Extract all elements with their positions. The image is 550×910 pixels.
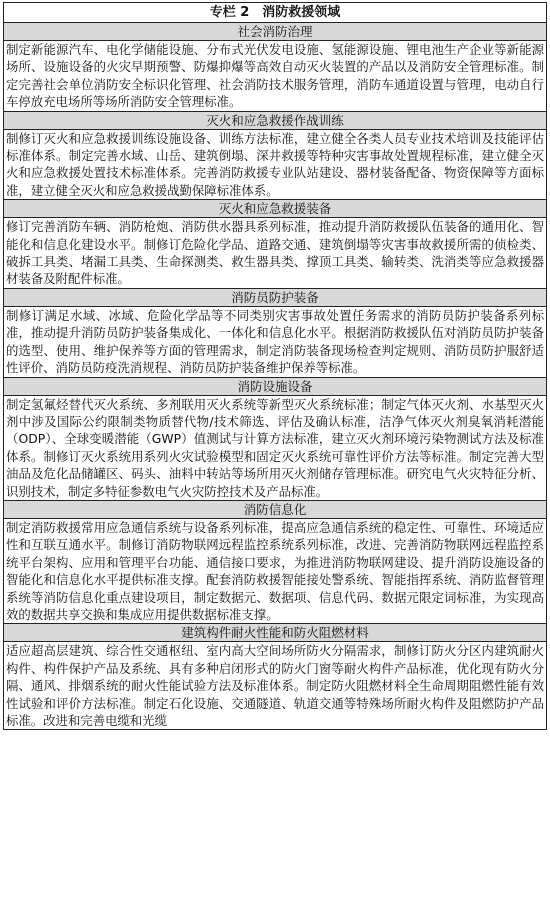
section-body-protective-equipment: 制修订满足水域、冰域、危险化学品等不同类别灾害事故处置任务需求的消防员防护装备系列标准，推动提升消防员防护装备集成化、一体化和信息化水平。根据消防救援队伍对消防员防护装备的选型、使用、维护保养等方面的管理需求，制定消防装备现场检查判定规则、消防员防护服舒适性评价、消防员防疫洗消规程、消防员防护装备维护保养等标准。 [4, 306, 547, 377]
section-body-row [4, 642, 547, 730]
section-body-row [4, 218, 547, 289]
section-heading-row [4, 624, 547, 642]
section-heading-combat-training: 灭火和应急救援作战训练 [4, 111, 547, 129]
section-heading-row [4, 200, 547, 218]
section-body-fire-resistance-materials: 适应超高层建筑、综合性交通枢纽、室内高大空间场所防火分隔需求，制修订防火分区内建筑耐火构件、构件保护产品及系统、具有多种启闭形式的防火门窗等耐火构件产品标准，优化现有防火分隔、通风、排烟系统的耐火性能试验方法及标准体系。制定防火阻燃材料全生命周期阻燃性能有效性试验和评价方法标准。制定石化设施、交通隧道、轨道交通等特殊场所耐火构件及阻燃防护产品标准。改进和完善电缆和光缆 [4, 642, 547, 730]
section-heading-row [4, 500, 547, 518]
section-heading-row [4, 377, 547, 395]
section-body-row [4, 306, 547, 377]
standards-column-table [3, 2, 547, 730]
section-body-rescue-equipment: 修订完善消防车辆、消防枪炮、消防供水器具系列标准，推动提升消防救援队伍装备的通用化、智能化和信息化建设水平。制修订危险化学品、道路交通、建筑倒塌等灾害事故救援所需的侦检类、破拆工具类、堵漏工具类、生命探测类、救生器具类、撑顶工具类、输转类、洗消类等应急救援器材装备及附配件标准。 [4, 218, 547, 289]
section-heading-protective-equipment: 消防员防护装备 [4, 288, 547, 306]
section-heading-row [4, 111, 547, 129]
section-body-row [4, 129, 547, 200]
section-body-combat-training: 制修订灭火和应急救援训练设施设备、训练方法标准，建立健全各类人员专业技术培训及技能评估标准体系。制定完善水域、山岳、建筑倒塌、深井救援等特种灾害事故处置规程标准，建立健全灭火和应急救援处置技术标准体系。完善消防救援专业队站建设、器材装备配备、物资保障等方面标准，建立健全灭火和应急救援战勤保障标准体系。 [4, 129, 547, 200]
section-body-fire-informatization: 制定消防救援常用应急通信系统与设备系列标准，提高应急通信系统的稳定性、可靠性、环境适应性和互联互通水平。制修订消防物联网远程监控系统系列标准，改进、完善消防物联网远程监控系统平台架构、应用和管理平台功能、通信接口要求，为推进消防物联网建设、提升消防设施设备的智能化和信息化水平提供标准支撑。配套消防救援智能接处警系统、智能指挥系统、消防监督管理系统等消防信息化重点建设项目，制定数据元、数据项、信息代码、数据元限定词标准，为实现高效的数据共享交换和集成应用提供数据标准支撑。 [4, 518, 547, 623]
section-body-row [4, 518, 547, 623]
title-row [4, 3, 547, 23]
section-body-social-fire-governance: 制定新能源汽车、电化学储能设施、分布式光伏发电设施、氢能源设施、锂电池生产企业等新能源场所、设施设备的火灾早期预警、防爆抑爆等高效自动灭火装置的产品以及消防安全管理标准。制定完善社会单位消防安全标识化管理、社会消防技术服务管理，消防车通道设置与管理，电动自行车停放充电场所等场所消防安全管理标准。 [4, 41, 547, 112]
section-heading-row [4, 288, 547, 306]
section-body-fire-facilities: 制定氢氟烃替代灭火系统、多剂联用灭火系统等新型灭火系统标准；制定气体灭火剂、水基型灭火剂中涉及国际公约限制类物质替代物/技术筛选、评估及确认标准，洁净气体灭火剂臭氧消耗潜能（ODP）、全球变暖潜能（GWP）值测试与计算方法标准，建立灭火剂环境污染物测试方法及标准体系。制修订灭火系统用系列火灾试验模型和固定灭火系统可靠性评价方法等标准。制定完善大型油品及危化品储罐区、码头、油料中转站等场所用灭火剂储存管理标准。研究电气火灾特征分析、识别技术，制定多特征参数电气火灾防控技术及产品标准。 [4, 395, 547, 500]
section-heading-social-fire-governance: 社会消防治理 [4, 23, 547, 41]
section-body-row [4, 395, 547, 500]
section-heading-row [4, 23, 547, 41]
section-heading-rescue-equipment: 灭火和应急救援装备 [4, 200, 547, 218]
section-heading-fire-informatization: 消防信息化 [4, 500, 547, 518]
section-body-row [4, 41, 547, 112]
section-heading-fire-resistance-materials: 建筑构件耐火性能和防火阻燃材料 [4, 624, 547, 642]
section-heading-fire-facilities: 消防设施设备 [4, 377, 547, 395]
column-title: 专栏 2 消防救援领域 [4, 3, 547, 23]
